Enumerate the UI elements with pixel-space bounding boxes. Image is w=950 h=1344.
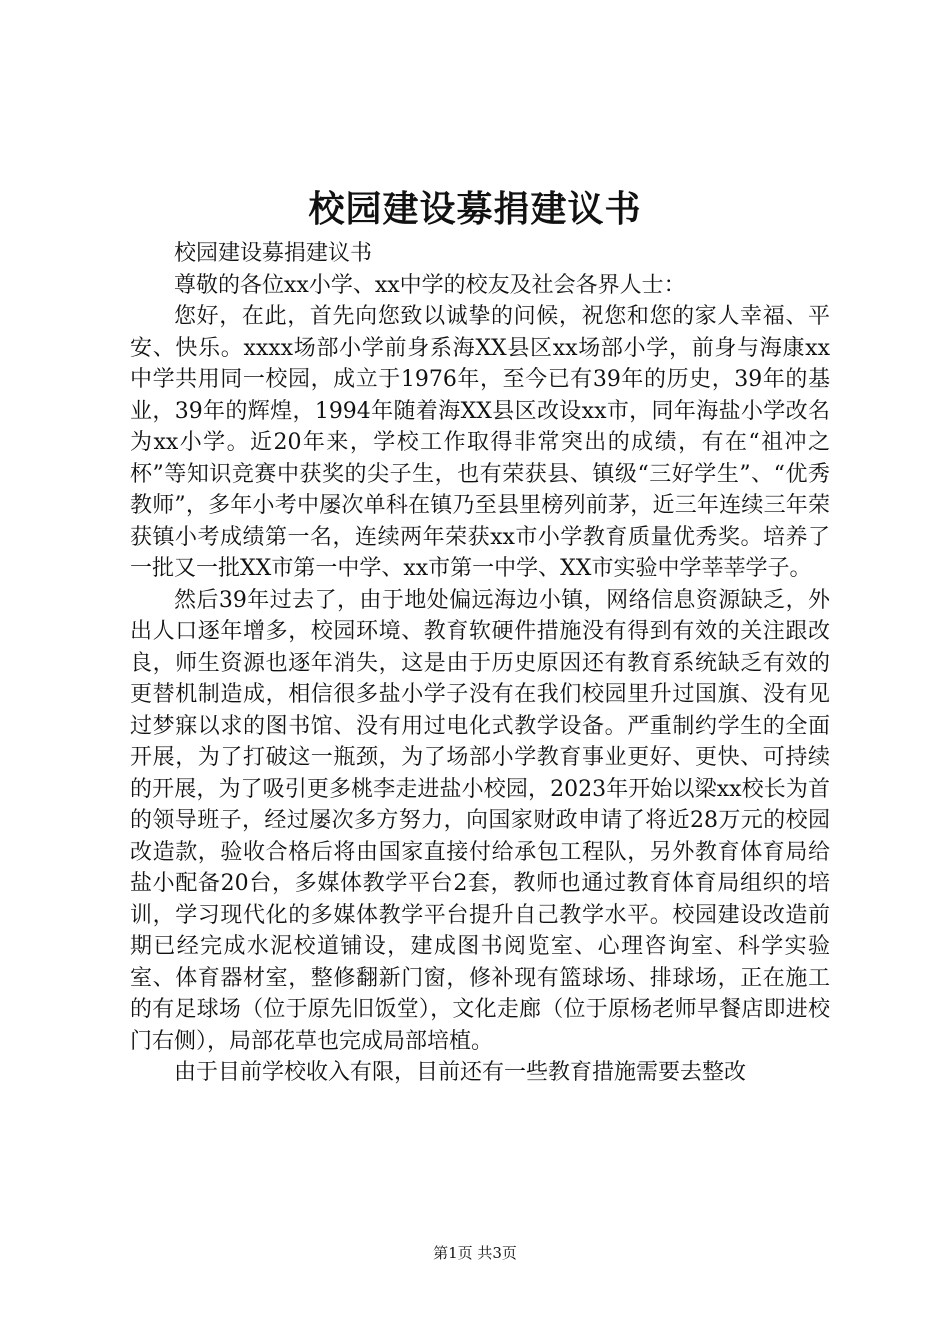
paragraph-subtitle: 校园建设募捐建议书 bbox=[174, 241, 373, 266]
paragraph-needs: 由于目前学校收入有限，目前还有一些教育措施需要去整改 bbox=[174, 1060, 747, 1085]
paragraph-salutation: 尊敬的各位xx小学、xx中学的校友及社会各界人士： bbox=[174, 272, 686, 298]
document-title: 校园建设募捐建议书 bbox=[308, 188, 642, 230]
page-footer: 第1页 共3页 bbox=[433, 1244, 517, 1262]
paragraph-current-situation: 然后39年过去了，由于地处偏远海边小镇，网络信息资源缺乏，外出人口逐年增多，校园环境、教育软硬件措施没有得到有效的关注跟改良，师生资源也逐年消失，这是由于历史原因还有教育系统缺乏有效的更替机制造成，相信很多盐小学子没有在我们校园里升过国旗、没有见过梦寐以求的图书馆、没有用过电化式教学设备。严重制约学生的全面开展，为了打破这一瓶颈，为了场部小学教育事业更好、更快、可持续的开展，为了吸引更多桃李走进盐小校园，2023年开始以梁xx校长为首的领导班子，经过屡次多方努力，向国家财政申请了将近28万元的校园改造款，验收合格后将由国家直接付给承包工程队，另外教育体育局给盐小配备20台，多媒体教学平台2套，教师也通过教育体育局组织的培训，学习现代化的多媒体教学平台提升自己教学水平。校园建设改造前期已经完成水泥校道铺设，建成图书阅览室、心理咨询室、科学实验室、体育器材室，整修翻新门窗，修补现有篮球场、排球场，正在施工的有足球场（位于原先旧饭堂），文化走廊（位于原杨老师早餐店即进校门右侧），局部花草也完成局部培植。 bbox=[130, 587, 830, 1054]
paragraph-greeting-history: 您好，在此，首先向您致以诚挚的问候，祝您和您的家人幸福、平安、快乐。xxxx场部小学前身系海XX县区xx场部小学，前身与海康xx中学共用同一校园，成立于1976年，至今已有39年的历史，39年的基业，39年的辉煌，1994年随着海XX县区改设xx市，同年海盐小学改名为xx小学。近20年来，学校工作取得非常突出的成绩，有在“祖冲之杯”等知识竞赛中获奖的尖子生，也有荣获县、镇级“三好学生”、“优秀教师”，多年小考中屡次单科在镇乃至县里榜列前茅，近三年连续三年荣获镇小考成绩第一名，连续两年荣获xx市小学教育质量优秀奖。培养了一批又一批XX市第一中学、xx市第一中学、XX市实验中学莘莘学子。 bbox=[130, 304, 830, 581]
document-body bbox=[130, 238, 830, 1089]
